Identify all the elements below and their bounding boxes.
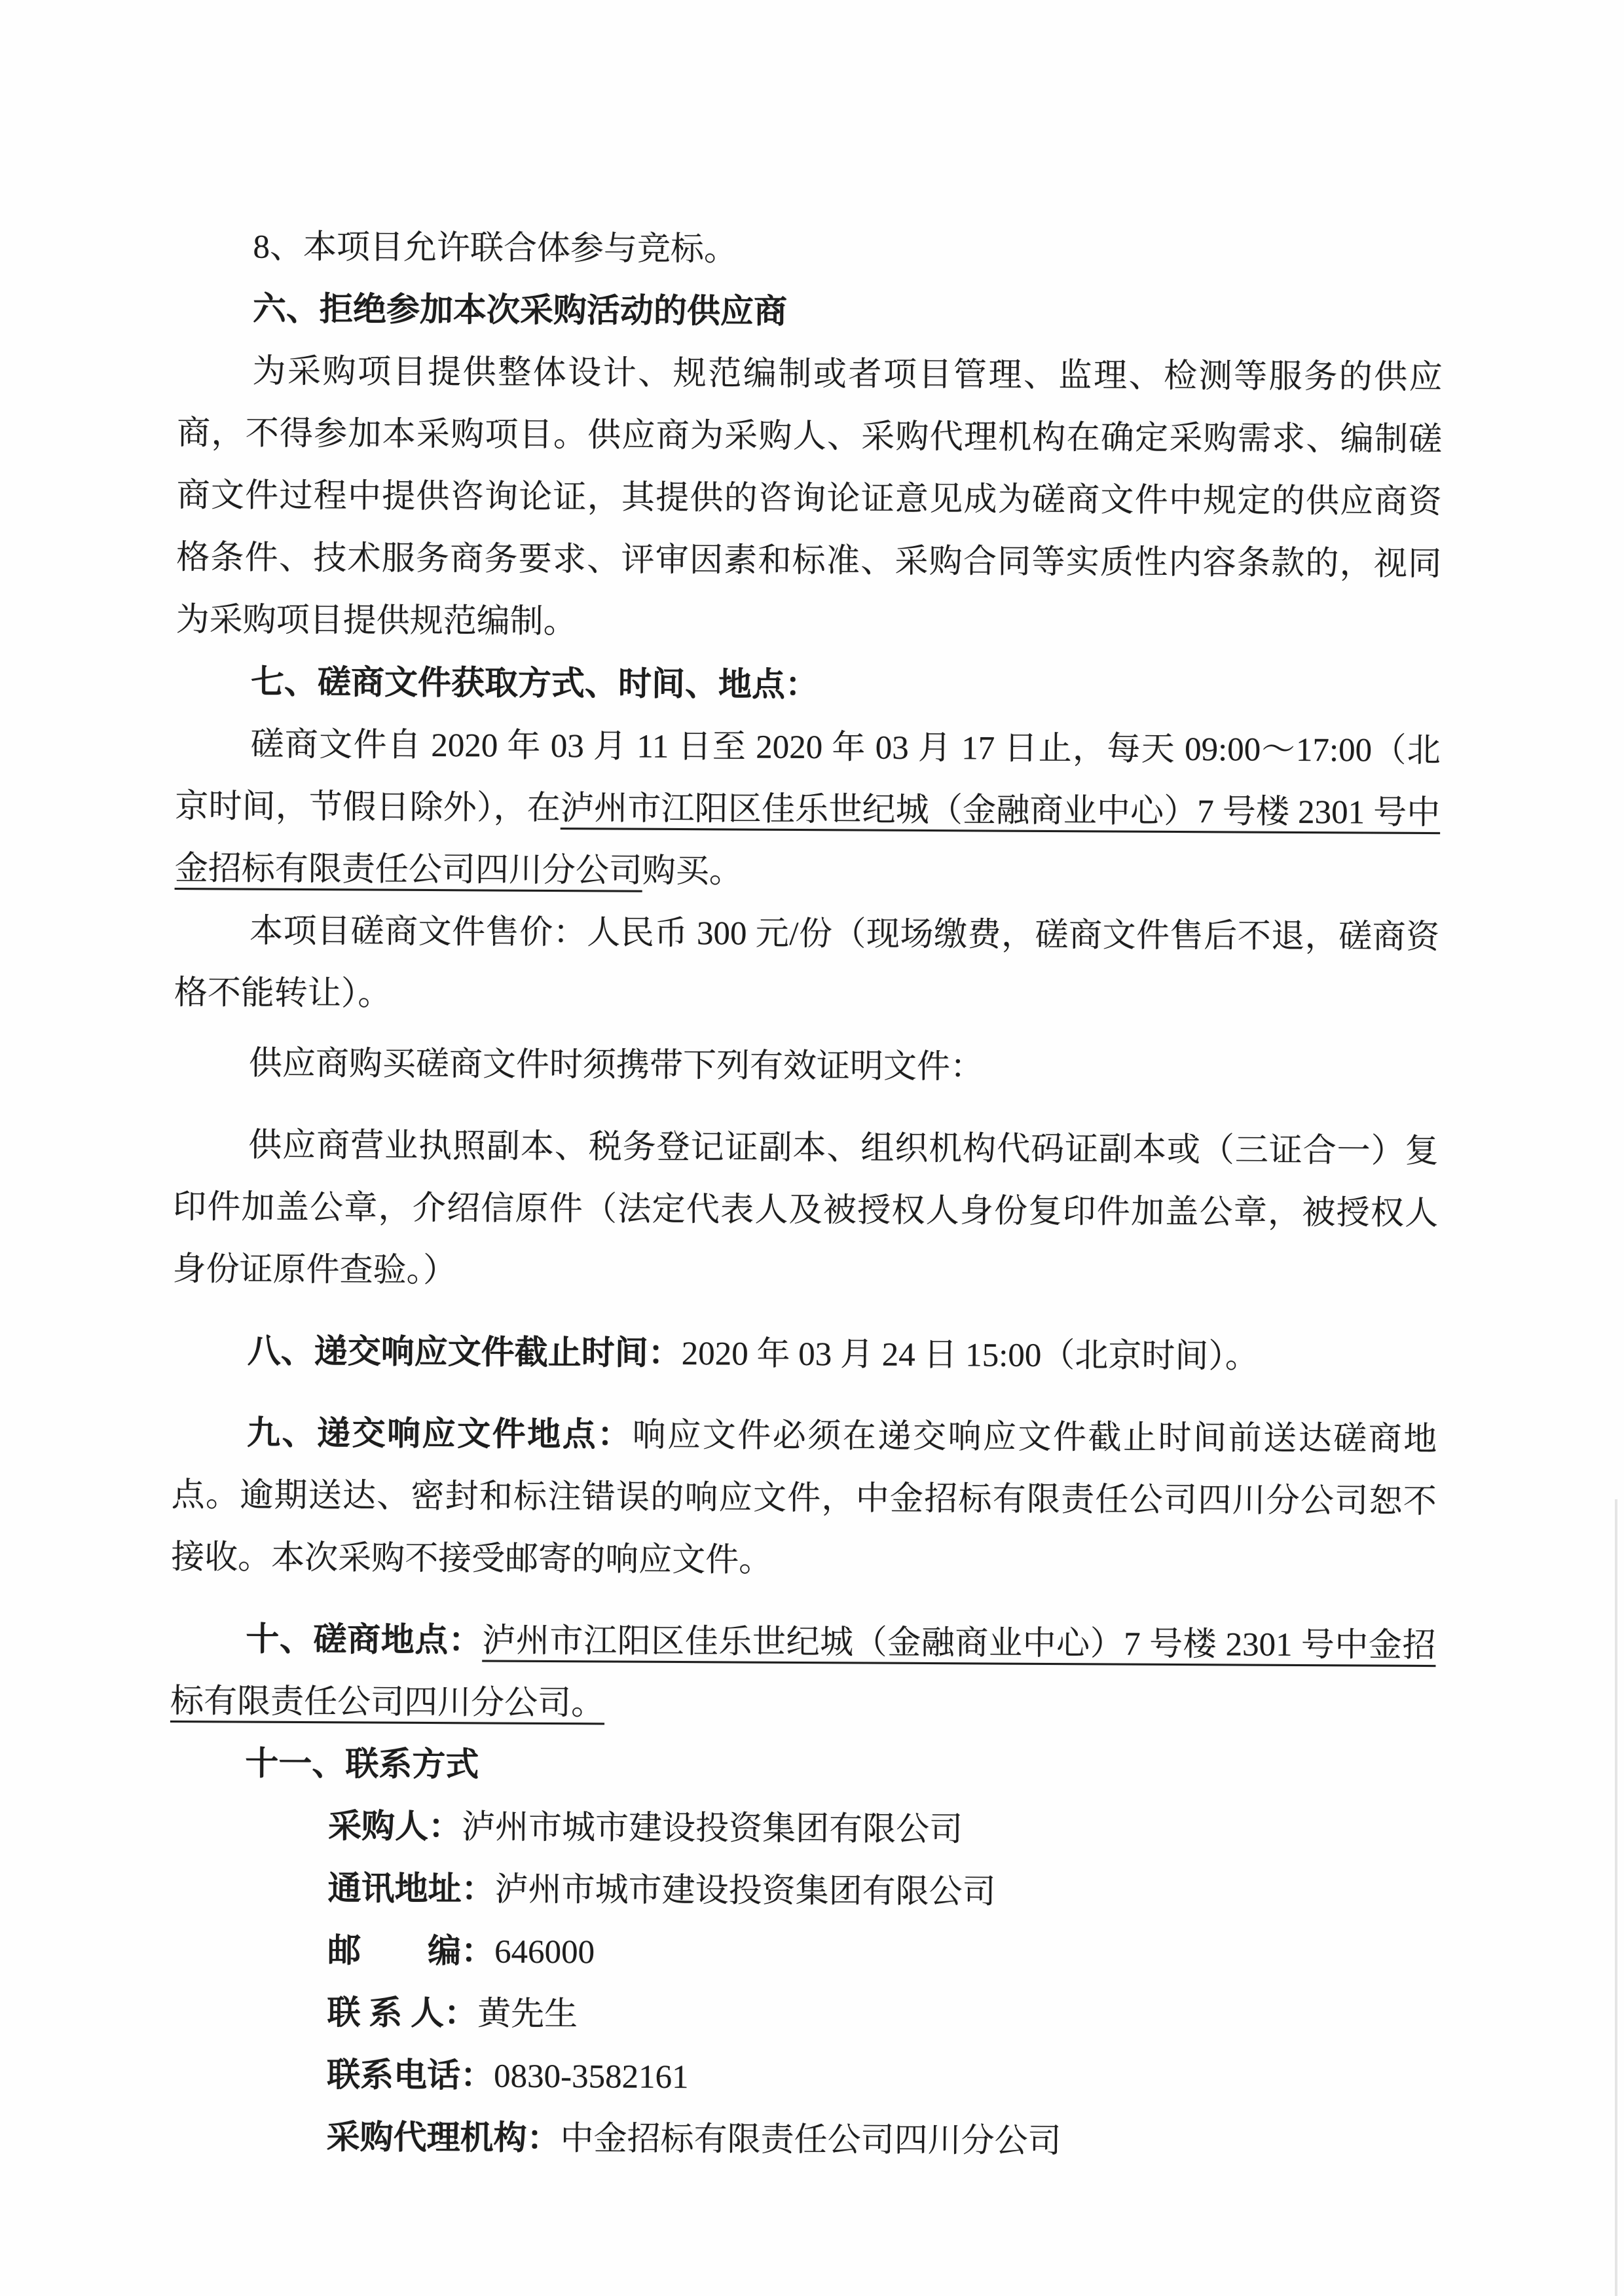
postal-code-label: 邮 编： [327, 1933, 495, 1971]
section-7-docs-required-paragraph: 供应商购买磋商文件时须携带下列有效证明文件： [248, 1045, 984, 1086]
scan-edge-artifact [1615, 1499, 1617, 2296]
section-7-heading: 七、磋商文件获取方式、时间、地点： [250, 664, 819, 704]
section-9-value: 响应文件必须在递交响应文件截止时间前送达磋商地点。逾期送达、密封和标注错误的响应文件，中金招标有限责任公司四川分公司恕不接收。本次采购不接受邮寄的响应文件。 [171, 1417, 1437, 1579]
section-8-deadline [172, 1321, 1437, 1389]
section-7-price-paragraph: 本项目磋商文件售价：人民币 300 元/份（现场缴费，磋商文件售后不退，磋商资格不能转让）。 [174, 913, 1440, 1013]
obtain-time-text: 磋商文件自 2020 年 03 月 11 日至 2020 年 03 月 17 日止，每天 09:00～17:00（北京时间，节假日除外），在 [175, 726, 1441, 828]
clause-8-allow-consortium: 8、本项目允许联合体参与竞标。 [253, 228, 738, 268]
mailing-address-value: 泸州市城市建设投资集团有限公司 [494, 1871, 996, 1911]
section-9-label: 九、递交响应文件地点： [246, 1415, 633, 1454]
procurement-agency-value: 中金招标有限责任公司四川分公司 [560, 2121, 1061, 2160]
contact-person-value: 黄先生 [477, 1995, 578, 2033]
section-8-value: 2020 年 03 月 24 日 15:00（北京时间）。 [681, 1336, 1259, 1376]
document-content [168, 216, 1443, 2175]
contact-block [168, 1795, 1435, 2175]
procurement-agency-label: 采购代理机构： [326, 2119, 561, 2158]
postal-code-value: 646000 [494, 1933, 595, 1971]
phone-value: 0830-3582161 [493, 2058, 689, 2096]
contact-row-mailing-address [327, 1858, 1434, 1926]
obtain-tail-text: 购买。 [642, 852, 743, 890]
phone-label: 联系电话： [326, 2057, 494, 2095]
contact-person-label: 联 系 人： [327, 1995, 478, 2033]
contact-row-purchaser [328, 1796, 1435, 1864]
purchaser-value: 泸州市城市建设投资集团有限公司 [461, 1809, 963, 1849]
section-8-label: 八、递交响应文件截止时间： [247, 1333, 682, 1373]
section-11-heading: 十一、联系方式 [245, 1745, 479, 1784]
section-7-obtain-paragraph [175, 714, 1441, 907]
section-10-negotiation-place [170, 1609, 1436, 1740]
mailing-address-label: 通讯地址： [327, 1870, 495, 1908]
negotiation-address-underlined: 泸州市江阳区佳乐世纪城（金融商业中心）7 号楼 2301 号中金招标有限责任公司四川分公司。 [170, 1622, 1436, 1722]
contact-row-postal-code [327, 1920, 1434, 1988]
section-9-submission-place [171, 1402, 1437, 1595]
purchaser-label: 采购人： [327, 1808, 462, 1846]
contact-row-contact-person [327, 1982, 1433, 2050]
contact-row-procurement-agency [326, 2107, 1433, 2175]
section-6-heading: 六、拒绝参加本次采购活动的供应商 [252, 291, 788, 331]
contact-row-phone [327, 2045, 1433, 2113]
section-10-label: 十、磋商地点： [246, 1621, 483, 1660]
section-6-body: 为采购项目提供整体设计、规范编制或者项目管理、监理、检测等服务的供应商，不得参加本采购项目。供应商为采购人、采购代理机构在确定采购需求、编制磋商文件过程中提供咨询论证，其提供的咨询论证意见成为磋商文件中规定的供应商资格条件、技术服务商务要求、评审因素和标准、采购合同等实质性内容条款的，视同为采购项目提供规范编制。 [175, 353, 1443, 641]
purchase-address-underlined: 泸州市江阳区佳乐世纪城（金融商业中心）7 号楼 2301 号中金招标有限责任公司四川分公司 [174, 790, 1441, 890]
section-7-certificates-paragraph: 供应商营业执照副本、税务登记证副本、组织机构代码证副本或（三证合一）复印件加盖公章，介绍信原件（法定代表人及被授权人身份复印件加盖公章，被授权人身份证原件查验。） [172, 1127, 1439, 1290]
